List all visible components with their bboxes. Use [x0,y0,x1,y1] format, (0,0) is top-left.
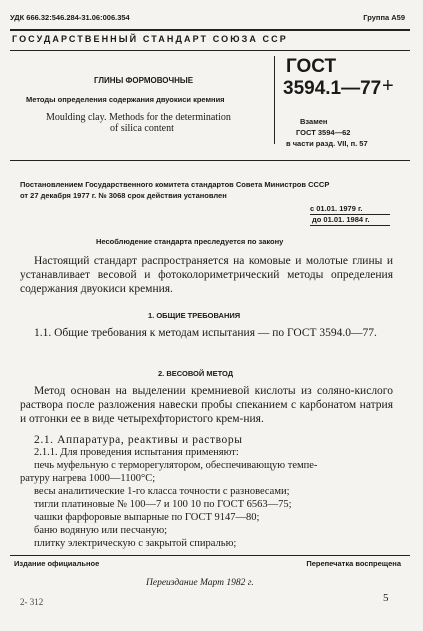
state-standard-banner: ГОСУДАРСТВЕННЫЙ СТАНДАРТ СОЮЗА ССР [12,34,288,44]
document-title: ГЛИНЫ ФОРМОВОЧНЫЕ [94,76,194,85]
equipment-item: ратуру нагрева 1000—1100°С; [20,473,156,484]
reprint-prohibited: Перепечатка воспрещена [306,559,401,568]
equipment-item: тигли платиновые № 100—7 и 100 10 по ГОСТ 6563—75; [34,499,292,510]
gost-plus-mark: + [382,75,394,97]
section1-heading: 1. ОБЩИЕ ТРЕБОВАНИЯ [148,311,241,320]
replace-gost: ГОСТ 3594—62 [296,128,351,137]
legal-warning: Несоблюдение стандарта преследуется по закону [96,237,284,246]
header-top-rule [10,29,410,31]
validity-to: до 01.01. 1984 г. [312,215,370,224]
document-subtitle: Методы определения содержания двуокиси кремния [26,95,225,104]
reprint-note: Переиздание Март 1982 г. [146,578,254,588]
header-bottom-rule [10,50,410,51]
decree-line2: от 27 декабря 1977 г. № 3068 срок действия установлен [20,191,227,200]
english-title-line2: of silica content [110,123,174,134]
decree-line1: Постановлением Государственного комитета стандартов Совета Министров СССР [20,180,330,189]
equipment-item: плитку электрическую с закрытой спиралью; [34,538,237,549]
official-edition: Издание официальное [14,559,100,568]
print-mark: 2- 312 [20,597,44,607]
validity-underline-2 [310,225,390,226]
replace-section: в части разд. VII, п. 57 [286,139,368,148]
title-divider [274,56,275,144]
section2-heading: 2. ВЕСОВОЙ МЕТОД [158,369,234,378]
intro-paragraph: Настоящий стандарт распространяется на комовые и молотые глины и устанавливает весовой и фотоколориметрический методы определения содержания двуокиси кремния. [20,255,393,295]
udk-code: УДК 666.32:546.284-31.06:006.354 [10,13,130,22]
validity-from: с 01.01. 1979 г. [310,204,363,213]
subsection-2-1: 2.1. Аппаратура, реактивы и растворы [34,434,243,446]
replace-label: Взамен [300,117,328,126]
equipment-item: весы аналитические 1-го класса точности с разновесами; [34,486,290,497]
footer-rule [10,555,410,556]
group-code: Группа А59 [363,13,405,22]
equipment-item: чашки фарфоровые выпарные по ГОСТ 9147—80; [34,512,260,523]
equipment-item: печь муфельную с терморегулятором, обеспечивающую темпе- [34,460,318,471]
subsection-2-1-1: 2.1.1. Для проведения испытания применяют: [34,447,239,458]
equipment-item: баню водяную или песчаную; [34,525,168,536]
section1-paragraph: 1.1. Общие требования к методам испытания — по ГОСТ 3594.0—77. [34,327,377,339]
section2-intro-paragraph: Метод основан на выделении кремниевой кислоты из соляно-кислого раствора после разложения навески пробы спеканием с карбонатом натрия и отгонки ее в виде четырехфтористого крем-ния. [20,385,393,425]
title-bottom-rule [10,160,410,161]
gost-number: 3594.1—77 [283,78,382,99]
english-title-line1: Moulding clay. Methods for the determination [46,112,231,123]
page-number: 5 [383,592,389,604]
gost-label: ГОСТ [286,56,337,77]
